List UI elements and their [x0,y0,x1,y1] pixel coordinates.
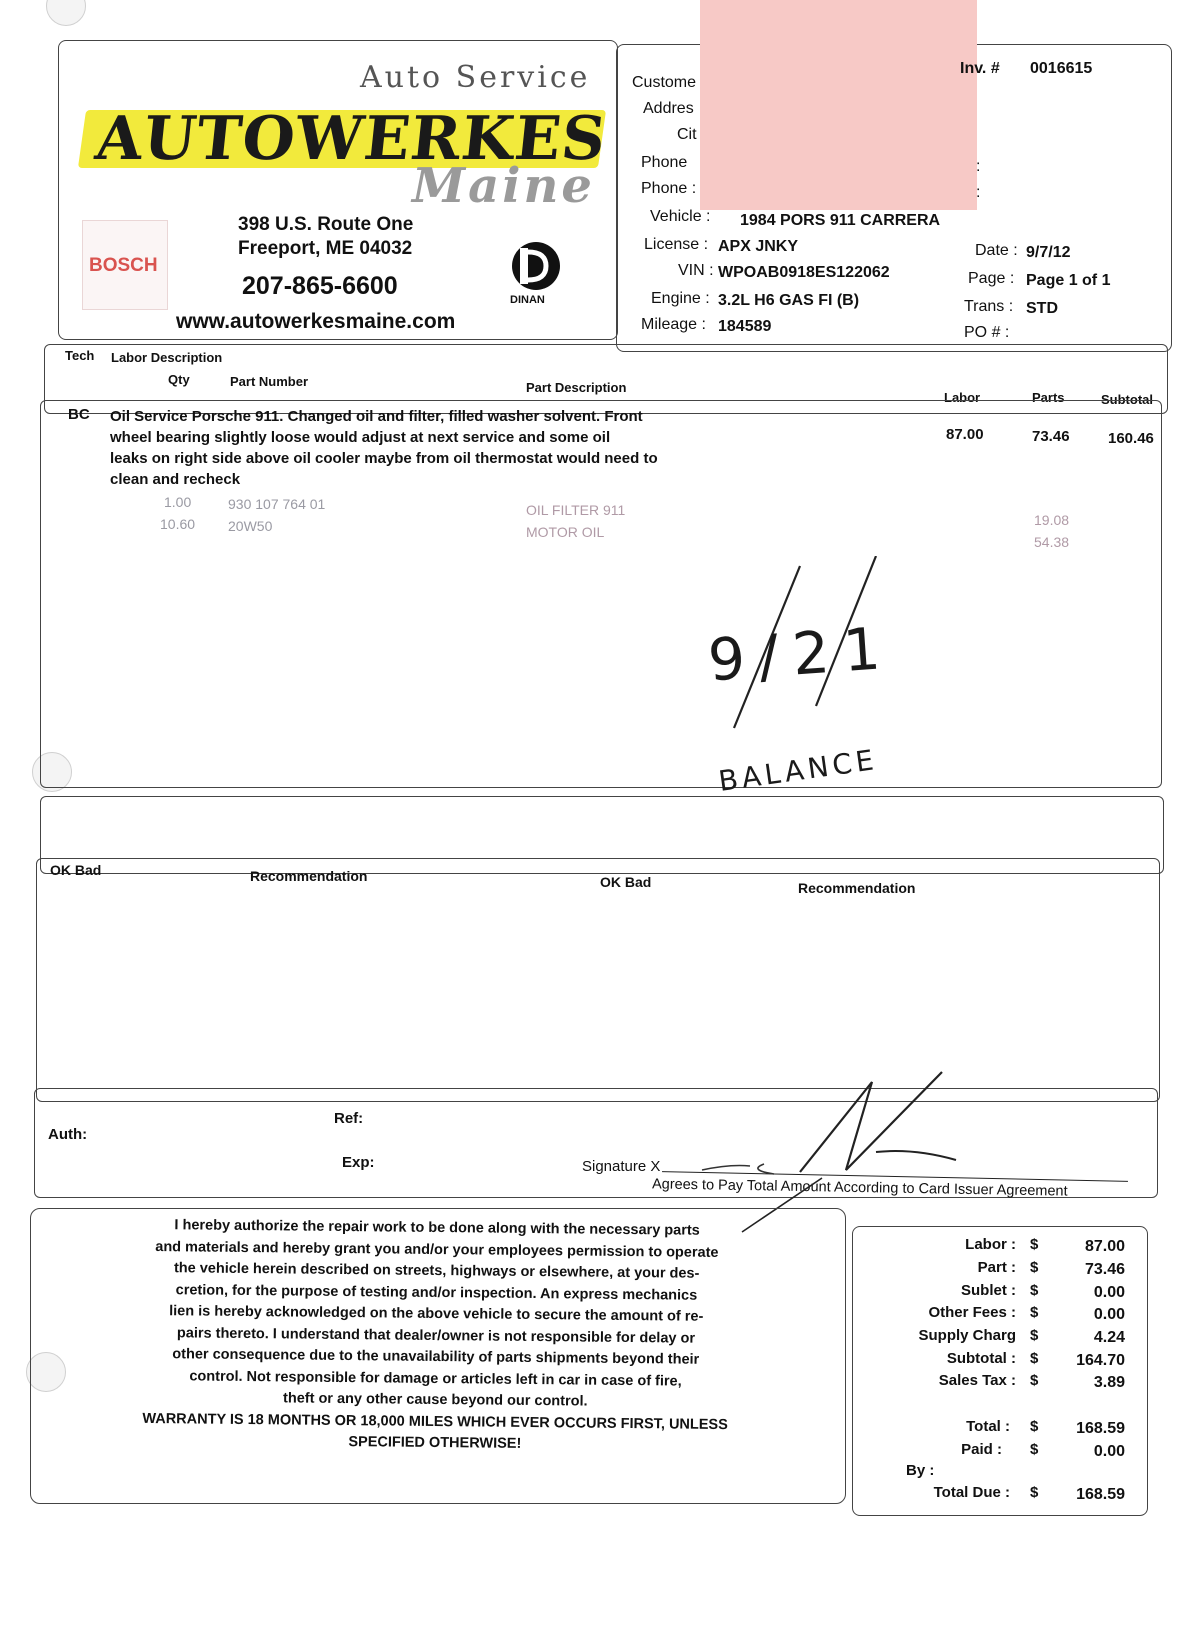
engine-value: 3.2L H6 GAS FI (B) [718,292,860,309]
page-label: Page : [968,270,1015,287]
terms-line: the vehicle herein described on streets, highways or elsewhere, at your des- [173,1260,700,1282]
part-line-2-amount: 54.38 [1034,534,1070,550]
vehicle-label: Vehicle : [650,208,711,225]
totals-other-value: 0.00 [1093,1306,1125,1323]
part-line-1-desc: OIL FILTER 911 [526,502,626,518]
job-description-line: wheel bearing slightly loose would adjust at next service and some oil [110,429,611,446]
city-label: Cit [677,126,697,143]
terms-line: I hereby authorize the repair work to be done along with the necessary parts [174,1217,700,1239]
trans-value: STD [1026,300,1058,317]
shop-logo-sub: Maine [412,158,595,214]
totals-total-value: 168.59 [1076,1420,1125,1437]
totals-tax-currency: $ [1030,1372,1039,1389]
totals-sublet-currency: $ [1030,1282,1039,1299]
license-value: APX JNKY [718,238,799,255]
vin-label: VIN : [678,262,714,279]
terms-text [85,1214,787,1458]
totals-paid-label: Paid : [961,1441,1002,1458]
auth-label: Auth: [48,1126,88,1143]
totals-part-value: 73.46 [1084,1261,1125,1278]
totals-other-currency: $ [1030,1304,1039,1321]
totals-tax-value: 3.89 [1093,1374,1125,1391]
totals-labor-currency: $ [1030,1236,1039,1253]
totals-part-label: Part : [977,1259,1016,1276]
totals-total-label: Total : [966,1418,1010,1435]
binder-hole-top [46,0,86,26]
job-labor: 87.00 [946,426,984,443]
terms-line: other consequence due to the unavailability of parts shipments beyond their [172,1346,700,1368]
shop-website: www.autowerkesmaine.com [176,310,456,333]
mileage-value: 184589 [718,318,772,335]
address-label: Addres [643,100,694,117]
mileage-label: Mileage : [641,316,706,333]
warranty-line: SPECIFIED OTHERWISE! [348,1434,522,1452]
rec-ok-bad-left: OK Bad [50,862,102,878]
totals-supply-label: Supply Charg [918,1327,1016,1344]
totals-due-currency: $ [1030,1484,1039,1501]
totals-part-currency: $ [1030,1259,1039,1276]
exp-label: Exp: [342,1154,375,1171]
totals-subtotal-label: Subtotal : [946,1350,1016,1367]
shop-tagline: Auto Service [360,60,591,95]
totals-supply-value: 4.24 [1093,1329,1125,1346]
totals-by-label: By : [906,1462,935,1479]
shop-address-line1: 398 U.S. Route One [238,214,414,235]
job-parts: 73.46 [1032,428,1070,445]
job-description-line: clean and recheck [110,471,241,488]
phone2-label: Phone : [641,180,697,197]
totals-due-value: 168.59 [1076,1486,1125,1503]
job-tech: BC [68,406,90,423]
shop-logo [82,98,610,218]
col-parts: Parts [1032,390,1065,405]
col-tech: Tech [65,348,95,363]
col-subtotal: Subtotal [1101,392,1153,407]
col-labor-desc: Labor Description [111,350,223,365]
rec-ok-bad-right: OK Bad [600,874,652,890]
part-line-2-desc: MOTOR OIL [526,524,605,540]
agree-text: Agrees to Pay Total Amount According to Card Issuer Agreement [651,1176,1068,1200]
part-line-1-qty: 1.00 [164,494,192,510]
date-label: Date : [975,242,1018,259]
totals-subtotal-currency: $ [1030,1350,1039,1367]
part-line-1-number: 930 107 764 01 [228,496,326,512]
totals-total-currency: $ [1030,1418,1039,1435]
shop-logo-name: AUTOWERKES [92,104,610,174]
part-line-2-qty: 10.60 [160,516,196,532]
totals-paid-value: 0.00 [1093,1443,1125,1460]
col-part-desc: Part Description [526,380,627,395]
part-line-2-number: 20W50 [228,518,273,534]
warranty-line: WARRANTY IS 18 MONTHS OR 18,000 MILES WHICH EVER OCCURS FIRST, UNLESS [142,1410,728,1433]
job-description [110,406,710,490]
rec-label-left: Recommendation [250,868,368,884]
ref-label: Ref: [334,1110,364,1127]
trans-label: Trans : [964,298,1014,315]
redaction-block [700,0,977,210]
totals-supply-currency: $ [1030,1327,1039,1344]
customer-label: Custome [632,74,697,91]
handwritten-balance: BALANCE [716,743,880,798]
vehicle-value: 1984 PORS 911 CARRERA [740,212,941,229]
col-qty: Qty [168,372,190,387]
invoice-number: 0016615 [1030,60,1093,77]
date-value: 9/7/12 [1026,244,1071,261]
bosch-logo [82,220,168,310]
rec-label-right: Recommendation [798,880,916,896]
totals-tax-label: Sales Tax : [938,1372,1016,1389]
engine-label: Engine : [651,290,710,307]
terms-line: control. Not responsible for damage or articles left in car in case of fire, [189,1367,682,1390]
terms-line: theft or any other cause beyond our control. [282,1390,588,1410]
totals-subtotal-value: 164.70 [1076,1352,1125,1369]
terms-line: cretion, for the purpose of testing and/or inspection. An express mechanics [175,1281,698,1304]
colon-mark-2: : [976,184,981,201]
job-description-line: leaks on right side above oil cooler maybe from oil thermostat would need to [110,450,658,467]
handwritten-date: 9/21 [705,613,897,695]
po-label: PO # : [964,324,1010,341]
totals-labor-value: 87.00 [1084,1238,1125,1255]
col-labor: Labor [944,390,981,405]
dinan-logo [506,238,568,308]
license-label: License : [644,236,709,253]
totals-other-label: Other Fees : [928,1304,1016,1321]
signature-label: Signature X [582,1158,661,1175]
phone-label: Phone [641,154,688,171]
invoice-number-label: Inv. # [960,60,1000,77]
bosch-logo-text: BOSCH [89,255,158,276]
vin-value: WPOAB0918ES122062 [718,264,890,281]
shop-phone: 207-865-6600 [242,272,398,300]
totals-sublet-value: 0.00 [1093,1284,1125,1301]
part-line-1-amount: 19.08 [1034,512,1070,528]
terms-line: pairs thereto. I understand that dealer/owner is not responsible for delay or [176,1324,696,1347]
totals-sublet-label: Sublet : [961,1282,1016,1299]
totals-paid-currency: $ [1030,1441,1039,1458]
page-value: Page 1 of 1 [1026,272,1111,289]
job-description-line: Oil Service Porsche 911. Changed oil and filter, filled washer solvent. Front [110,408,643,425]
terms-line: lien is hereby acknowledged on the above vehicle to secure the amount of re- [169,1303,704,1325]
dinan-logo-text: DINAN [510,294,545,306]
colon-mark-1: : [976,158,981,175]
totals-labor-label: Labor : [965,1236,1016,1253]
job-subtotal: 160.46 [1108,430,1154,447]
recommendations-box [36,858,1160,1102]
terms-line: and materials and hereby grant you and/or your employees permission to operate [155,1238,719,1261]
shop-address-line2: Freeport, ME 04032 [238,238,413,259]
totals-due-label: Total Due : [933,1484,1010,1501]
col-part-number: Part Number [230,374,309,389]
